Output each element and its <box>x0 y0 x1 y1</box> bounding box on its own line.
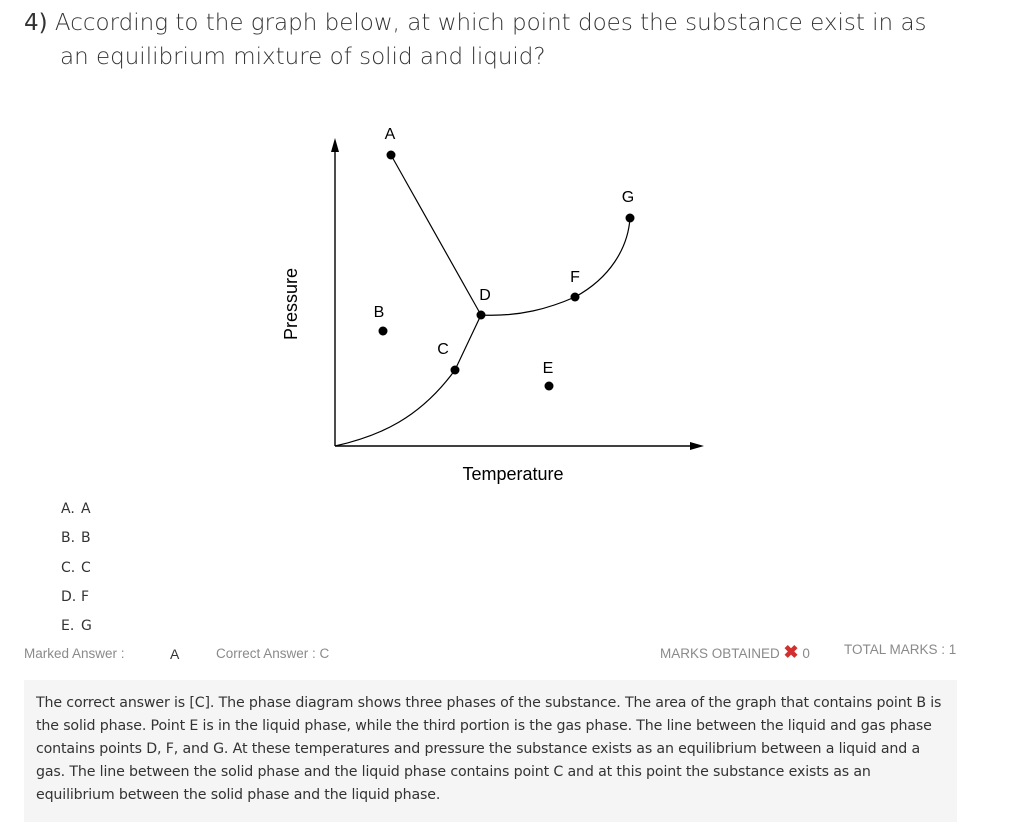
point-c-label: C <box>437 341 449 358</box>
total-marks-label: TOTAL MARKS : <box>844 642 946 657</box>
option-d[interactable] <box>61 586 361 615</box>
y-axis-arrow <box>331 138 339 152</box>
vaporization-curve <box>481 218 630 315</box>
option-letter: E. <box>61 618 75 635</box>
marked-answer-value: A <box>170 646 180 662</box>
point-d-label: D <box>479 287 491 304</box>
question <box>24 6 984 74</box>
point-f-dot <box>571 293 580 302</box>
option-letter: B. <box>61 530 76 547</box>
option-value: A <box>81 501 91 517</box>
option-c[interactable] <box>61 557 361 586</box>
marks-obtained <box>660 642 810 663</box>
x-axis-arrow <box>690 442 704 450</box>
option-value: G <box>81 618 92 635</box>
question-text-line2: an equilibrium mixture of solid and liquid? <box>60 44 546 70</box>
option-letter: A. <box>61 501 75 517</box>
total-marks <box>844 642 956 657</box>
melting-curve <box>391 155 481 315</box>
point-b-label: B <box>373 304 385 321</box>
correct-answer <box>216 646 329 661</box>
point-e-dot <box>545 382 554 391</box>
cross-icon: ✖ <box>783 642 799 662</box>
answer-options <box>61 498 361 644</box>
point-a-dot <box>387 151 396 160</box>
option-letter: C. <box>61 559 76 576</box>
question-number: 4) <box>24 10 48 36</box>
explanation-text: The correct answer is [C]. The phase diagram shows three phases of the substance. The area of the graph that contains point B is the solid phase. Point E is in the liquid phase, while the third portion is the gas phase. The line between the liquid and gas phase contains points D, F, and G. At these temperatures and pressure the substance exists as an equilibrium between a liquid and a gas. The line between the solid phase and the liquid phase contains point C and at this point the substance exists as an equilibrium between the solid phase and the liquid phase. <box>36 695 942 803</box>
point-c-dot <box>451 366 460 375</box>
explanation-box <box>24 680 957 822</box>
sublimation-curve <box>335 315 481 446</box>
option-a[interactable] <box>61 498 361 527</box>
point-b-dot <box>379 327 388 336</box>
y-axis-label: Pressure <box>281 267 301 341</box>
point-a-label: A <box>384 126 396 143</box>
marks-obtained-label: MARKS OBTAINED <box>660 646 780 661</box>
option-value: F <box>81 588 90 605</box>
option-value: B <box>81 530 91 547</box>
point-e-label: E <box>542 360 554 377</box>
marks-obtained-value: 0 <box>802 646 810 661</box>
point-g-dot <box>626 214 635 223</box>
question-text-line1: According to the graph below, at which point does the substance exist in as <box>54 10 927 36</box>
point-g-label: G <box>621 189 635 206</box>
correct-answer-value: C <box>319 646 330 661</box>
phase-diagram <box>270 118 720 493</box>
result-bar <box>24 642 959 666</box>
option-value: C <box>81 559 91 576</box>
option-b[interactable] <box>61 527 361 556</box>
point-d-dot <box>477 311 486 320</box>
marked-answer-label: Marked Answer : <box>24 646 125 661</box>
x-axis-label: Temperature <box>462 464 564 484</box>
point-f-label: F <box>570 269 580 286</box>
option-e[interactable] <box>61 615 361 644</box>
correct-answer-label: Correct Answer : <box>216 646 316 661</box>
total-marks-value: 1 <box>948 642 957 657</box>
option-letter: D. <box>61 588 77 605</box>
